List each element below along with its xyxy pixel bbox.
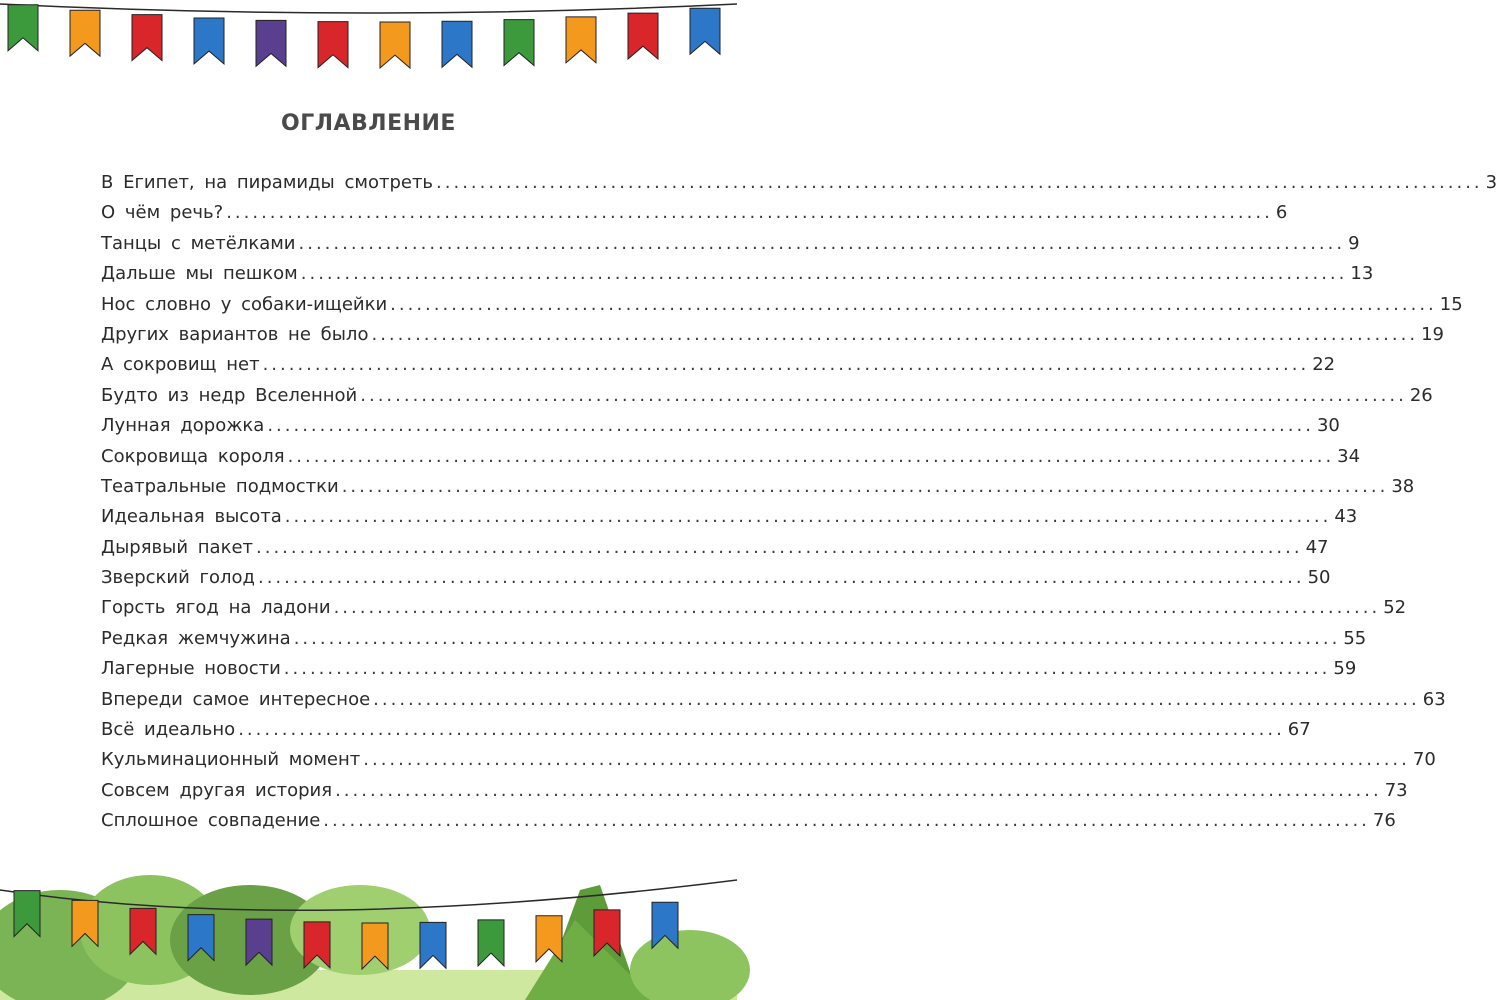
toc-entry: [101, 229, 1360, 259]
toc-entry-page-number: 9: [1348, 232, 1360, 254]
toc-entry-title: Театральные подмостки: [101, 475, 339, 497]
toc-entry-page-number: 43: [1334, 506, 1358, 528]
toc-entry-page-number: 30: [1316, 415, 1340, 437]
toc-entry-page-number: 22: [1312, 354, 1336, 376]
toc-dot-leader: ........................................................................................................................: [373, 688, 1420, 710]
toc-dot-leader: ........................................................................................................................: [293, 627, 1341, 649]
toc-entry-page-number: 73: [1384, 779, 1408, 801]
toc-entry-title: Сокровища короля: [101, 445, 285, 467]
toc-dot-leader: ........................................................................................................................: [226, 202, 1273, 224]
toc-dot-leader: ........................................................................................................................: [262, 354, 1310, 376]
toc-entry-title: Лунная дорожка: [101, 415, 265, 437]
toc-entry: [101, 502, 1358, 532]
toc-entry-page-number: 26: [1409, 384, 1433, 406]
toc-entry-title: Впереди самое интересное: [101, 688, 371, 710]
toc-entry-page-number: 63: [1422, 688, 1446, 710]
toc-dot-leader: ........................................................................................................................: [333, 597, 1381, 619]
toc-dot-leader: ........................................................................................................................: [436, 172, 1483, 193]
toc-entry: [101, 685, 1446, 715]
toc-entry: [101, 776, 1408, 806]
garland-flag: [566, 17, 596, 63]
toc-entry: [101, 715, 1311, 745]
toc-entry-title: О чём речь?: [101, 202, 224, 224]
toc-entry-page-number: 3: [1485, 172, 1497, 193]
toc-dot-leader: ........................................................................................................................: [257, 567, 1305, 589]
toc-entry: [101, 290, 1463, 320]
toc-dot-leader: ........................................................................................................................: [283, 658, 1331, 680]
toc-entry: [101, 593, 1407, 623]
toc-entry-page-number: 15: [1439, 293, 1463, 315]
toc-dot-leader: ........................................................................................................................: [341, 475, 1389, 497]
page-title: ОГЛАВЛЕНИЕ: [281, 110, 456, 136]
toc-entry-title: Дырявый пакет: [101, 536, 253, 558]
toc-entry-title: Дальше мы пешком: [101, 263, 298, 285]
toc-entry-page-number: 38: [1391, 475, 1415, 497]
toc-dot-leader: ........................................................................................................................: [371, 323, 1419, 345]
toc-dot-leader: ........................................................................................................................: [284, 506, 1332, 528]
toc-entry: [101, 745, 1436, 775]
toc-entry-page-number: 19: [1421, 323, 1444, 345]
toc-entry: [101, 472, 1415, 502]
toc-entry-title: Лагерные новости: [101, 658, 281, 680]
toc-dot-leader: ........................................................................................................................: [298, 232, 1346, 254]
toc-entry: [101, 563, 1331, 593]
toc-entry: [101, 624, 1367, 654]
garland-flag: [690, 8, 720, 54]
toc-entry: [101, 442, 1361, 472]
toc-entry: [101, 411, 1340, 441]
toc-entry: [101, 198, 1288, 228]
bottom-trees-illustration: [0, 860, 737, 1000]
toc-entry-page-number: 50: [1307, 567, 1331, 589]
toc-entry-page-number: 55: [1343, 627, 1367, 649]
toc-entry-page-number: 34: [1337, 445, 1361, 467]
toc-dot-leader: ........................................................................................................................: [238, 719, 1285, 741]
toc-dot-leader: ........................................................................................................................: [300, 263, 1348, 285]
top-flag-garland: [0, 0, 737, 70]
toc-dot-leader: ........................................................................................................................: [323, 810, 1370, 832]
toc-entry-title: Нос словно у собаки-ищейки: [101, 293, 388, 315]
toc-entry-title: Горсть ягод на ладони: [101, 597, 331, 619]
toc-dot-leader: ........................................................................................................................: [363, 749, 1410, 771]
toc-entry-page-number: 76: [1372, 810, 1396, 832]
toc-dot-leader: ........................................................................................................................: [267, 415, 1314, 437]
toc-entry: [101, 381, 1433, 411]
toc-entry-page-number: 67: [1287, 719, 1311, 741]
toc-entry: [101, 168, 1497, 198]
toc-dot-leader: ........................................................................................................................: [287, 445, 1335, 467]
toc-entry-title: Будто из недр Вселенной: [101, 384, 358, 406]
garland-flag: [318, 22, 348, 68]
toc-entry-title: Сплошное совпадение: [101, 810, 321, 832]
toc-entry-page-number: 13: [1350, 263, 1374, 285]
toc-entry-title: Других вариантов не было: [101, 323, 369, 345]
toc-dot-leader: ........................................................................................................................: [335, 779, 1382, 801]
toc-entry-page-number: 6: [1275, 202, 1288, 224]
toc-entry-title: А сокровищ нет: [101, 354, 260, 376]
toc-entry-title: Идеальная высота: [101, 506, 282, 528]
garland-flag: [420, 922, 446, 968]
toc-entry: [101, 350, 1336, 380]
garland-flag: [380, 22, 410, 68]
garland-flag: [628, 13, 658, 59]
toc-entry-title: Совсем другая история: [101, 779, 333, 801]
toc-entry-page-number: 47: [1305, 536, 1329, 558]
toc-entry-title: Танцы с метёлками: [101, 232, 296, 254]
toc-entry-page-number: 59: [1333, 658, 1357, 680]
toc-entry: [101, 806, 1396, 836]
toc-dot-leader: ........................................................................................................................: [390, 293, 1437, 315]
garland-flag: [8, 5, 38, 51]
toc-entry-title: Редкая жемчужина: [101, 627, 291, 649]
toc-entry-title: Всё идеально: [101, 719, 236, 741]
table-of-contents: [101, 168, 1497, 837]
toc-entry: [101, 259, 1374, 289]
garland-flag: [504, 20, 534, 66]
garland-flag: [256, 20, 286, 66]
toc-entry-page-number: 70: [1412, 749, 1436, 771]
toc-entry: [101, 533, 1329, 563]
toc-entry-title: Кульминационный момент: [101, 749, 361, 771]
garland-flag: [442, 21, 472, 67]
garland-flag: [478, 920, 504, 966]
garland-flag: [194, 18, 224, 64]
toc-entry: [101, 654, 1357, 684]
toc-dot-leader: ........................................................................................................................: [360, 384, 1407, 406]
toc-entry-title: Зверский голод: [101, 567, 255, 589]
garland-flag: [536, 916, 562, 962]
toc-entry-title: В Египет, на пирамиды смотреть: [101, 172, 434, 193]
toc-entry-page-number: 52: [1383, 597, 1407, 619]
garland-flag: [70, 10, 100, 56]
toc-entry: [101, 320, 1444, 350]
garland-flag: [132, 15, 162, 61]
toc-dot-leader: ........................................................................................................................: [256, 536, 1303, 558]
